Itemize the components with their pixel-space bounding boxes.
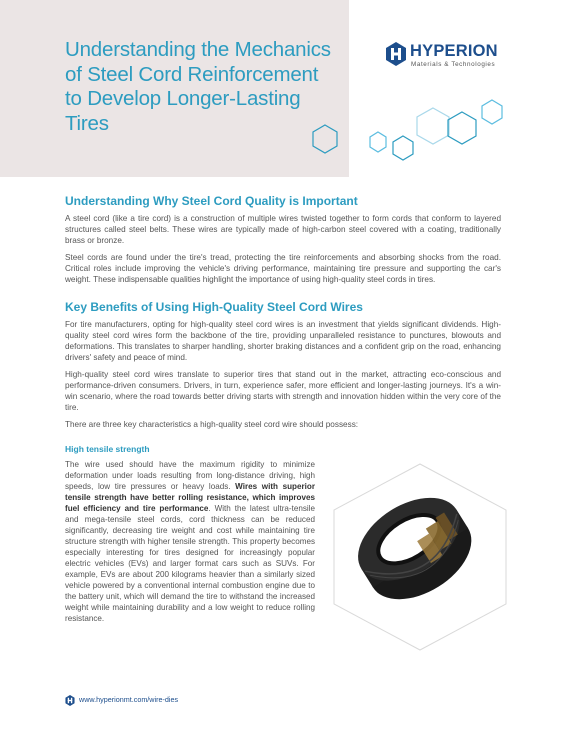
paragraph: A steel cord (like a tire cord) is a construction of multiple wires twisted together to form cords that conform to layered structures called steel belts. These wires are typically made of high-carbon steel covered with a coating, traditionally brass or bronze. — [65, 214, 501, 245]
bold-text-run: Wires with superior tensile strength have better rolling resistance, which improves fuel efficiency and tire performance — [65, 482, 315, 513]
hero-banner — [0, 0, 349, 177]
hexagon-decoration-icon — [300, 90, 540, 180]
website-link[interactable]: www.hyperionmt.com/wire-dies — [79, 695, 179, 704]
page-title: Understanding the Mechanics of Steel Cord Reinforcement to Develop Longer-Lasting Tires — [65, 38, 331, 135]
section-heading: Understanding Why Steel Cord Quality is Important — [65, 194, 358, 208]
subsection-heading: High tensile strength — [65, 444, 150, 454]
paragraph: There are three key characteristics a high-quality steel cord wire should possess: — [65, 420, 359, 429]
logo-name: HYPERION — [410, 42, 498, 60]
text-run: . With the latest ultra-tensile and mega-tensile steel cords, cord thickness can be reduced significantly, decreasing tire weight and cost while maintaining tire structure strength with higher tensile strength. This property becomes especially interesting for tires designed for increasingly popular electric vehicles (EVs) and larger format cars such as SUVs. For example, EVs are about 200 kilograms heavier than a similarly sized vehicle powered by a conventional internal combustion engine due to the battery unit, which will demand the tire to withstand the increased weight while maintaining durability and a low weight to reduce rolling resistance. — [65, 504, 315, 623]
section-heading: Key Benefits of Using High-Quality Steel Cord Wires — [65, 300, 363, 314]
hyperion-small-icon — [65, 695, 75, 706]
tire-image — [330, 462, 510, 652]
paragraph: High-quality steel cord wires translate to superior tires that stand out in the market, attracting eco-conscious and performance-driven consumers. Drivers, in turn, experience safer, more efficient and longer-lasting journeys. It's a win-win scenario, where the road towards better driving starts with strength and innovation hidden within the very core of the tire. — [65, 370, 501, 412]
paragraph — [65, 459, 315, 624]
text-run: The wire used should have the maximum rigidity to minimize deformation under loads resulting from long-distance driving, high speeds, low tire pressures or heavy loads. — [65, 460, 315, 491]
paragraph: For tire manufacturers, opting for high-quality steel cord wires is an investment that yields significant dividends. High-quality steel cord wires form the backbone of the tire, providing unparalleled resistance to punctures, blowouts and deformations. This translates to sharper handling, shorter braking distances and a confident grip on the road, enhancing drivers' safety and peace of mind. — [65, 320, 501, 362]
hyperion-logo-icon — [385, 42, 407, 66]
hyperion-logo — [385, 42, 515, 72]
tensile-strength-column — [65, 444, 315, 624]
logo-tagline: Materials & Technologies — [411, 61, 496, 68]
paragraph: Steel cords are found under the tire's tread, protecting the tire reinforcements and absorbing shocks from the road. Critical roles include improving the vehicle's driving performance, maintaining tire pressure and supporting the car's weight. These indispensable qualities highlight the importance of using high-quality steel cords in tires. — [65, 253, 501, 284]
